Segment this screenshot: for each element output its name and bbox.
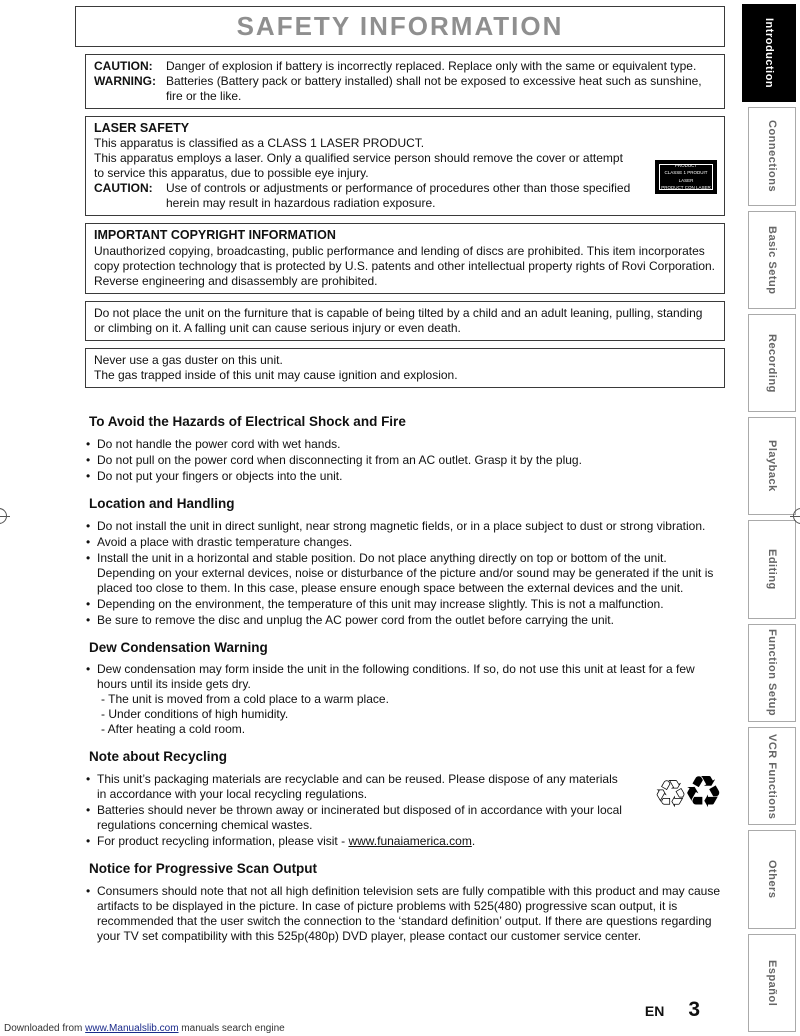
download-note-suffix: manuals search engine [178,1023,285,1034]
sidebar-tab-espanol[interactable]: Español [748,934,796,1032]
sidebar-tab-others[interactable]: Others [748,830,796,928]
warning-label: WARNING: [94,73,156,88]
gas-duster-line2: The gas trapped inside of this unit may cause ignition and explosion. [94,367,458,382]
copyright-text: Unauthorized copying, broadcasting, public performance and lending of discs are prohibited. This item incorporates copy protection technology that is protected by U.S. patents and other intellectual property rights of Rovi Corporation. Reverse engineering and disassembly are prohibited. [94,243,716,288]
caution-label: CAUTION: [94,58,153,73]
laser-line1: This apparatus is classified as a CLASS 1 LASER PRODUCT. [94,136,425,151]
sidebar-tab-playback[interactable]: Playback [748,417,796,515]
section-heading: Notice for Progressive Scan Output [89,861,318,877]
laser-caution-label: CAUTION: [94,181,153,196]
bullet-item: • Be sure to remove the disc and unplug the AC power cord from the outlet before carrying the unit. [85,613,725,628]
sidebar-tab-recording[interactable]: Recording [748,314,796,412]
bullet-item: • Do not install the unit in direct sunlight, near strong magnetic fields, or in a place subject to dust or strong vibration. [85,519,725,534]
sidebar-tabs [736,4,796,1032]
laser-label-line: CLASS 1 LASER PRODUCT [668,155,704,169]
bullet-list [85,519,725,628]
sub-item: - The unit is moved from a cold place to a warm place. [101,692,389,707]
sidebar-tab-vcr-functions[interactable]: VCR Functions [748,727,796,825]
bullet-item: • Consumers should note that not all high definition television sets are fully compatible with this product and may cause artifacts to be displayed in the picture. In case of picture problems with 525(480) progressive scan output, it is recommended that the user switch the connection to the ‘standard definition’ output. If there are questions regarding your TV set compatibility with this 525p(480p) DVD player, please contact our customer service center. [85,884,725,944]
laser-label-line: CLASSE 1 PRODUIT LASER [664,170,708,183]
bullet-item: • Depending on the environment, the temperature of this unit may increase slightly. This is not a malfunction. [85,597,725,612]
section-heading: Note about Recycling [89,749,228,765]
page-number [645,998,700,1022]
recycle-icon: ♲♻ [653,768,719,818]
page-title: SAFETY INFORMATION [236,11,564,41]
page-number-value: 3 [688,998,700,1021]
gas-duster-line1: Never use a gas duster on this unit. [94,352,283,367]
sub-item: - Under conditions of high humidity. [101,707,289,722]
warning-text: Batteries (Battery pack or battery installed) shall not be exposed to excessive heat such as sunshine, fire or the like. [166,73,702,103]
tilt-warning-text: Do not place the unit on the furniture that is capable of being tilted by a child and an adult leaning, pulling, standing or climbing on it. A falling unit can cause serious injury or even death. [94,305,703,335]
laser-line2: This apparatus employs a laser. Only a qualified service person should remove the cover or attempt to service this apparatus, due to possible eye injury. [94,151,623,181]
section-recycling [85,749,725,849]
caution-text: Danger of explosion if battery is incorrectly replaced. Replace only with the same or equivalent type. [166,58,697,73]
bullet-item: • For product recycling information, please visit - www.funaiamerica.com. [85,834,630,849]
bullet-list [85,884,725,944]
battery-caution-box [85,54,725,109]
section-heading: Dew Condensation Warning [89,639,268,655]
laser-label-line: PRODUCT CON LASER CLASS 1 [661,184,711,197]
download-note [4,1023,285,1034]
section-dew-condensation [85,640,725,738]
bullet-item: • Install the unit in a horizontal and stable position. Do not place anything directly on top or bottom of the unit. Depending on your external devices, noise or disturbance of the picture and/or sound may be generated if the unit is placed too close to them. In this case, please ensure enough space between the external devices and the unit. [85,551,725,596]
bullet-item: • Do not put your fingers or objects into the unit. [85,469,725,484]
section-location-handling [85,496,725,628]
bullet-item: • This unit’s packaging materials are recyclable and can be reused. Please dispose of any materials in accordance with your local recycling regulations. [85,772,630,802]
bullet-item: • Dew condensation may form inside the unit in the following conditions. If so, do not use this unit at least for a few hours until its inside gets dry. - The unit is moved from a cold place to a warm place. - Under conditions of high humidity. - After heating a cold room. [85,662,725,737]
section-electrical-shock [85,414,725,484]
bullet-item: • Avoid a place with drastic temperature changes. [85,535,725,550]
page-content [85,6,725,954]
class1-laser-label [656,155,716,197]
language-code: EN [644,1003,665,1019]
sidebar-tab-function-setup[interactable]: Function Setup [748,624,796,722]
section-progressive-scan [85,861,725,944]
section-heading: To Avoid the Hazards of Electrical Shock and Fire [89,413,406,429]
sidebar-tab-basic-setup[interactable]: Basic Setup [748,211,796,309]
sidebar-tab-connections[interactable]: Connections [748,107,796,205]
recycling-website-link[interactable]: www.funaiamerica.com [348,834,472,849]
bullet-list [85,662,725,737]
sections [85,414,725,944]
copyright-box [85,223,725,294]
gas-duster-box [85,348,725,388]
copyright-title: IMPORTANT COPYRIGHT INFORMATION [94,228,336,243]
registration-mark-left [0,508,7,524]
laser-safety-title: LASER SAFETY [94,120,190,135]
bullet-item: • Do not handle the power cord with wet hands. [85,437,725,452]
tilt-warning-box [85,301,725,341]
laser-caution-text: Use of controls or adjustments or performance of procedures other than those specified herein may result in hazardous radiation exposure. [166,181,631,211]
bullet-list [85,437,725,484]
bullet-list [85,768,725,849]
sidebar-tab-introduction[interactable]: Introduction [742,4,796,102]
download-note-prefix: Downloaded from [4,1023,86,1034]
sub-item: - After heating a cold room. [101,722,246,737]
laser-safety-box [85,116,725,217]
sidebar-tab-editing[interactable]: Editing [748,520,796,618]
manualslib-link[interactable]: www.Manualslib.com [85,1023,179,1034]
bullet-item: • Batteries should never be thrown away or incinerated but disposed of in accordance with your local regulations concerning chemical wastes. [85,803,630,833]
section-heading: Location and Handling [89,495,235,511]
page-title-box [75,6,725,47]
bullet-item: • Do not pull on the power cord when disconnecting it from an AC outlet. Grasp it by the plug. [85,453,725,468]
